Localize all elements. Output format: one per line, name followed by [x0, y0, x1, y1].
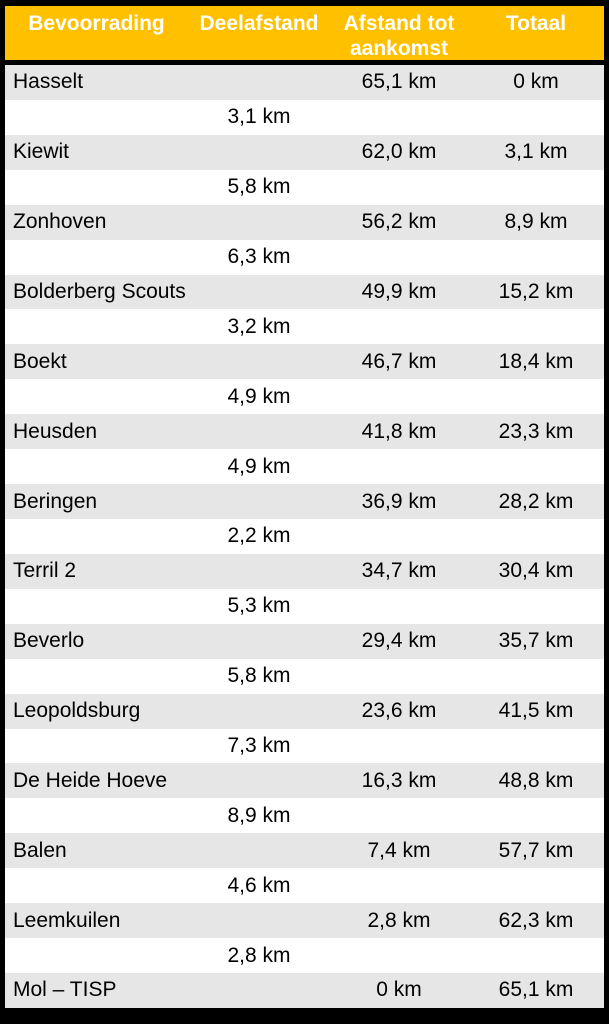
cell-bevoorrading: Kiewit — [13, 140, 70, 164]
table-header-row — [5, 6, 604, 60]
table-row-segment — [5, 100, 604, 135]
cell-totaal: 65,1 km — [498, 978, 574, 1002]
header-afstand-tot-aankomst: Afstand tot aankomst — [343, 12, 455, 60]
cell-afstand-tot-aankomst: 56,2 km — [361, 210, 437, 234]
table-row-location — [5, 484, 604, 519]
cell-afstand-tot-aankomst: 23,6 km — [361, 699, 437, 723]
cell-bevoorrading: Leopoldsburg — [13, 699, 141, 723]
cell-bevoorrading: Mol – TISP — [13, 978, 117, 1002]
cell-afstand-tot-aankomst: 49,9 km — [361, 279, 437, 303]
cell-afstand-tot-aankomst: 62,0 km — [361, 140, 437, 164]
cell-afstand-tot-aankomst: 16,3 km — [361, 768, 437, 792]
cell-afstand-tot-aankomst: 7,4 km — [367, 838, 431, 862]
table-row-location — [5, 763, 604, 798]
header-deelafstand: Deelafstand — [199, 12, 319, 35]
table-row-segment — [5, 868, 604, 903]
table-row-location — [5, 973, 604, 1008]
cell-deelafstand: 4,6 km — [227, 873, 291, 897]
header-totaal: Totaal — [505, 12, 567, 35]
cell-deelafstand: 5,3 km — [227, 594, 291, 618]
cell-bevoorrading: Boekt — [13, 349, 67, 373]
cell-bevoorrading: Zonhoven — [13, 210, 107, 234]
cell-totaal: 30,4 km — [498, 559, 574, 583]
cell-totaal: 41,5 km — [498, 699, 574, 723]
cell-deelafstand: 4,9 km — [227, 454, 291, 478]
cell-deelafstand: 5,8 km — [227, 175, 291, 199]
cell-deelafstand: 3,1 km — [227, 105, 291, 129]
cell-afstand-tot-aankomst: 0 km — [376, 978, 422, 1002]
cell-deelafstand: 6,3 km — [227, 245, 291, 269]
cell-totaal: 8,9 km — [504, 210, 568, 234]
cell-bevoorrading: Bolderberg Scouts — [13, 279, 186, 303]
table-row-segment — [5, 240, 604, 275]
cell-totaal: 23,3 km — [498, 419, 574, 443]
cell-deelafstand: 7,3 km — [227, 733, 291, 757]
table-row-location — [5, 903, 604, 938]
header-bevoorrading: Bevoorrading — [28, 12, 165, 35]
cell-afstand-tot-aankomst: 34,7 km — [361, 559, 437, 583]
cell-bevoorrading: Hasselt — [13, 70, 84, 94]
cell-totaal: 3,1 km — [504, 140, 568, 164]
cell-totaal: 18,4 km — [498, 349, 574, 373]
cell-totaal: 48,8 km — [498, 768, 574, 792]
table-row-location — [5, 135, 604, 170]
cell-totaal: 57,7 km — [498, 838, 574, 862]
cell-bevoorrading: Terril 2 — [13, 559, 77, 583]
cell-totaal: 28,2 km — [498, 489, 574, 513]
table-row-location — [5, 275, 604, 310]
table-row-segment — [5, 449, 604, 484]
cell-bevoorrading: Heusden — [13, 419, 98, 443]
cell-deelafstand: 3,2 km — [227, 314, 291, 338]
cell-bevoorrading: De Heide Hoeve — [13, 768, 168, 792]
cell-afstand-tot-aankomst: 29,4 km — [361, 629, 437, 653]
table-row-segment — [5, 659, 604, 694]
table-row-segment — [5, 170, 604, 205]
table-row-location — [5, 694, 604, 729]
cell-deelafstand: 8,9 km — [227, 803, 291, 827]
cell-deelafstand: 5,8 km — [227, 664, 291, 688]
cell-afstand-tot-aankomst: 41,8 km — [361, 419, 437, 443]
cell-bevoorrading: Balen — [13, 838, 67, 862]
table-row-location — [5, 65, 604, 100]
cell-totaal: 62,3 km — [498, 908, 574, 932]
table-row-segment — [5, 729, 604, 764]
table-row-location — [5, 554, 604, 589]
cell-afstand-tot-aankomst: 2,8 km — [367, 908, 431, 932]
table-row-location — [5, 833, 604, 868]
cell-bevoorrading: Beringen — [13, 489, 98, 513]
cell-totaal: 35,7 km — [498, 629, 574, 653]
table-row-location — [5, 344, 604, 379]
cell-totaal: 15,2 km — [498, 279, 574, 303]
table-row-location — [5, 414, 604, 449]
cell-afstand-tot-aankomst: 36,9 km — [361, 489, 437, 513]
cell-afstand-tot-aankomst: 46,7 km — [361, 349, 437, 373]
table-body — [5, 65, 604, 1008]
table-row-segment — [5, 798, 604, 833]
cell-totaal: 0 km — [513, 70, 559, 94]
table-row-segment — [5, 519, 604, 554]
cell-deelafstand: 2,8 km — [227, 943, 291, 967]
table-row-location — [5, 624, 604, 659]
cell-bevoorrading: Leemkuilen — [13, 908, 121, 932]
table-row-segment — [5, 309, 604, 344]
table-row-location — [5, 205, 604, 240]
cell-deelafstand: 4,9 km — [227, 384, 291, 408]
cell-afstand-tot-aankomst: 65,1 km — [361, 70, 437, 94]
table-row-segment — [5, 379, 604, 414]
cell-bevoorrading: Beverlo — [13, 629, 85, 653]
table-row-segment — [5, 589, 604, 624]
table-row-segment — [5, 938, 604, 973]
cell-deelafstand: 2,2 km — [227, 524, 291, 548]
